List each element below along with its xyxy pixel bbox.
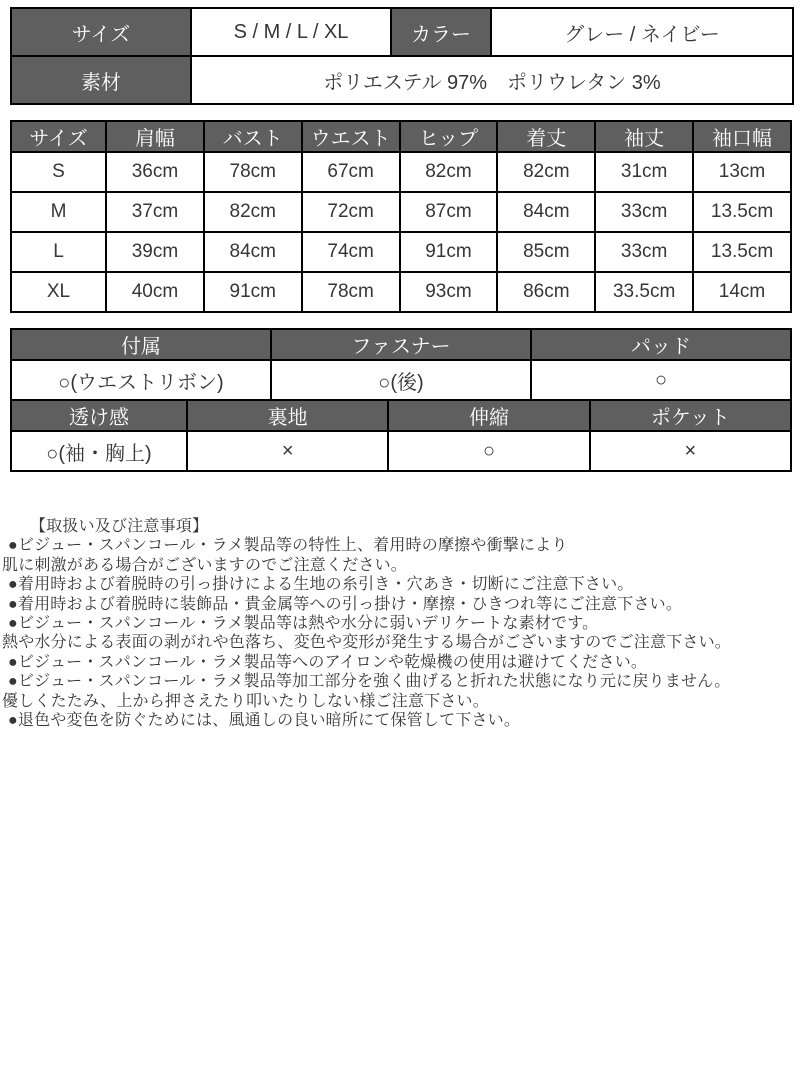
cell-length: 86cm: [497, 272, 595, 312]
care-note-line: ●着用時および着脱時に装飾品・貴金属等への引っ掛け・摩擦・ひきつれ等にご注意下さい。: [8, 595, 683, 613]
care-note-line: ●ビジュー・スパンコール・ラメ製品等は熱や水分に弱いデリケートな素材です。: [8, 615, 599, 633]
color-value-cell: グレー / ネイビー: [491, 8, 793, 56]
features-table-a: [10, 328, 792, 401]
cell-bust: 84cm: [204, 232, 302, 272]
material-label-cell: 素材: [11, 56, 191, 104]
cell-size: S: [11, 152, 106, 192]
info-row-material: [11, 56, 793, 104]
care-note-line: ●着用時および着脱時の引っ掛けによる生地の糸引き・穴あき・切断にご注意下さい。: [8, 576, 634, 594]
value-pad: ○: [531, 360, 791, 400]
size-chart-row-l: [11, 232, 791, 272]
features-b-value-row: [11, 431, 791, 471]
size-chart-row-xl: [11, 272, 791, 312]
col-header-size: サイズ: [11, 121, 106, 152]
cell-shoulder: 37cm: [106, 192, 204, 232]
header-pocket: ポケット: [590, 400, 791, 431]
col-header-hip: ヒップ: [400, 121, 498, 152]
cell-hip: 93cm: [400, 272, 498, 312]
cell-length: 84cm: [497, 192, 595, 232]
cell-size: M: [11, 192, 106, 232]
cell-length: 85cm: [497, 232, 595, 272]
features-a-value-row: [11, 360, 791, 400]
header-sheerness: 透け感: [11, 400, 187, 431]
cell-cuff: 13.5cm: [693, 232, 791, 272]
cell-waist: 74cm: [302, 232, 400, 272]
cell-waist: 72cm: [302, 192, 400, 232]
col-header-shoulder: 肩幅: [106, 121, 204, 152]
features-a-header-row: [11, 329, 791, 360]
care-note-line: ●退色や変色を防ぐためには、風通しの良い暗所にて保管して下さい。: [8, 712, 521, 730]
size-chart-row-s: [11, 152, 791, 192]
cell-cuff: 14cm: [693, 272, 791, 312]
value-pocket: ×: [590, 431, 791, 471]
care-note-line: ●ビジュー・スパンコール・ラメ製品等へのアイロンや乾燥機の使用は避けてください。: [8, 653, 648, 671]
cell-hip: 82cm: [400, 152, 498, 192]
cell-hip: 91cm: [400, 232, 498, 272]
care-note-line: 優しくたたみ、上から押さえたり叩いたりしない様ご注意下さい。: [2, 692, 489, 710]
header-lining: 裏地: [187, 400, 388, 431]
col-header-cuff: 袖口幅: [693, 121, 791, 152]
care-note-line: 熱や水分による表面の剥がれや色落ち、変色や変形が発生する場合がございますのでご注意下さい。: [2, 634, 732, 652]
size-chart-header-row: [11, 121, 791, 152]
info-table: [10, 7, 794, 105]
material-value-cell: ポリエステル 97% ポリウレタン 3%: [191, 56, 793, 104]
care-note-line: ●ビジュー・スパンコール・ラメ製品等の特性上、着用時の摩擦や衝撃により: [8, 537, 568, 555]
features-b-header-row: [11, 400, 791, 431]
col-header-length: 着丈: [497, 121, 595, 152]
cell-sleeve: 33cm: [595, 232, 693, 272]
cell-sleeve: 33cm: [595, 192, 693, 232]
value-stretch: ○: [388, 431, 589, 471]
cell-shoulder: 40cm: [106, 272, 204, 312]
care-notes-section: [2, 517, 800, 730]
value-accessory: ○(ウエストリボン): [11, 360, 271, 400]
col-header-bust: バスト: [204, 121, 302, 152]
cell-bust: 82cm: [204, 192, 302, 232]
cell-shoulder: 36cm: [106, 152, 204, 192]
cell-sleeve: 31cm: [595, 152, 693, 192]
header-pad: パッド: [531, 329, 791, 360]
col-header-waist: ウエスト: [302, 121, 400, 152]
cell-size: XL: [11, 272, 106, 312]
care-note-line: 肌に刺激がある場合がございますのでご注意ください。: [2, 556, 408, 574]
cell-sleeve: 33.5cm: [595, 272, 693, 312]
size-value-cell: S / M / L / XL: [191, 8, 391, 56]
color-label-cell: カラー: [391, 8, 491, 56]
care-note-line: ●ビジュー・スパンコール・ラメ製品等加工部分を強く曲げると折れた状態になり元に戻りません。: [8, 673, 731, 691]
features-table-b: [10, 399, 792, 472]
cell-cuff: 13.5cm: [693, 192, 791, 232]
cell-shoulder: 39cm: [106, 232, 204, 272]
header-accessory: 付属: [11, 329, 271, 360]
cell-waist: 78cm: [302, 272, 400, 312]
info-row-size-color: [11, 8, 793, 56]
cell-bust: 91cm: [204, 272, 302, 312]
cell-bust: 78cm: [204, 152, 302, 192]
cell-size: L: [11, 232, 106, 272]
value-sheerness: ○(袖・胸上): [11, 431, 187, 471]
cell-waist: 67cm: [302, 152, 400, 192]
cell-hip: 87cm: [400, 192, 498, 232]
header-fastener: ファスナー: [271, 329, 531, 360]
col-header-sleeve: 袖丈: [595, 121, 693, 152]
cell-cuff: 13cm: [693, 152, 791, 192]
size-chart-table: [10, 120, 792, 313]
cell-length: 82cm: [497, 152, 595, 192]
value-fastener: ○(後): [271, 360, 531, 400]
care-notes-title: 【取扱い及び注意事項】: [30, 518, 209, 535]
value-lining: ×: [187, 431, 388, 471]
size-label-cell: サイズ: [11, 8, 191, 56]
size-chart-row-m: [11, 192, 791, 232]
header-stretch: 伸縮: [388, 400, 589, 431]
